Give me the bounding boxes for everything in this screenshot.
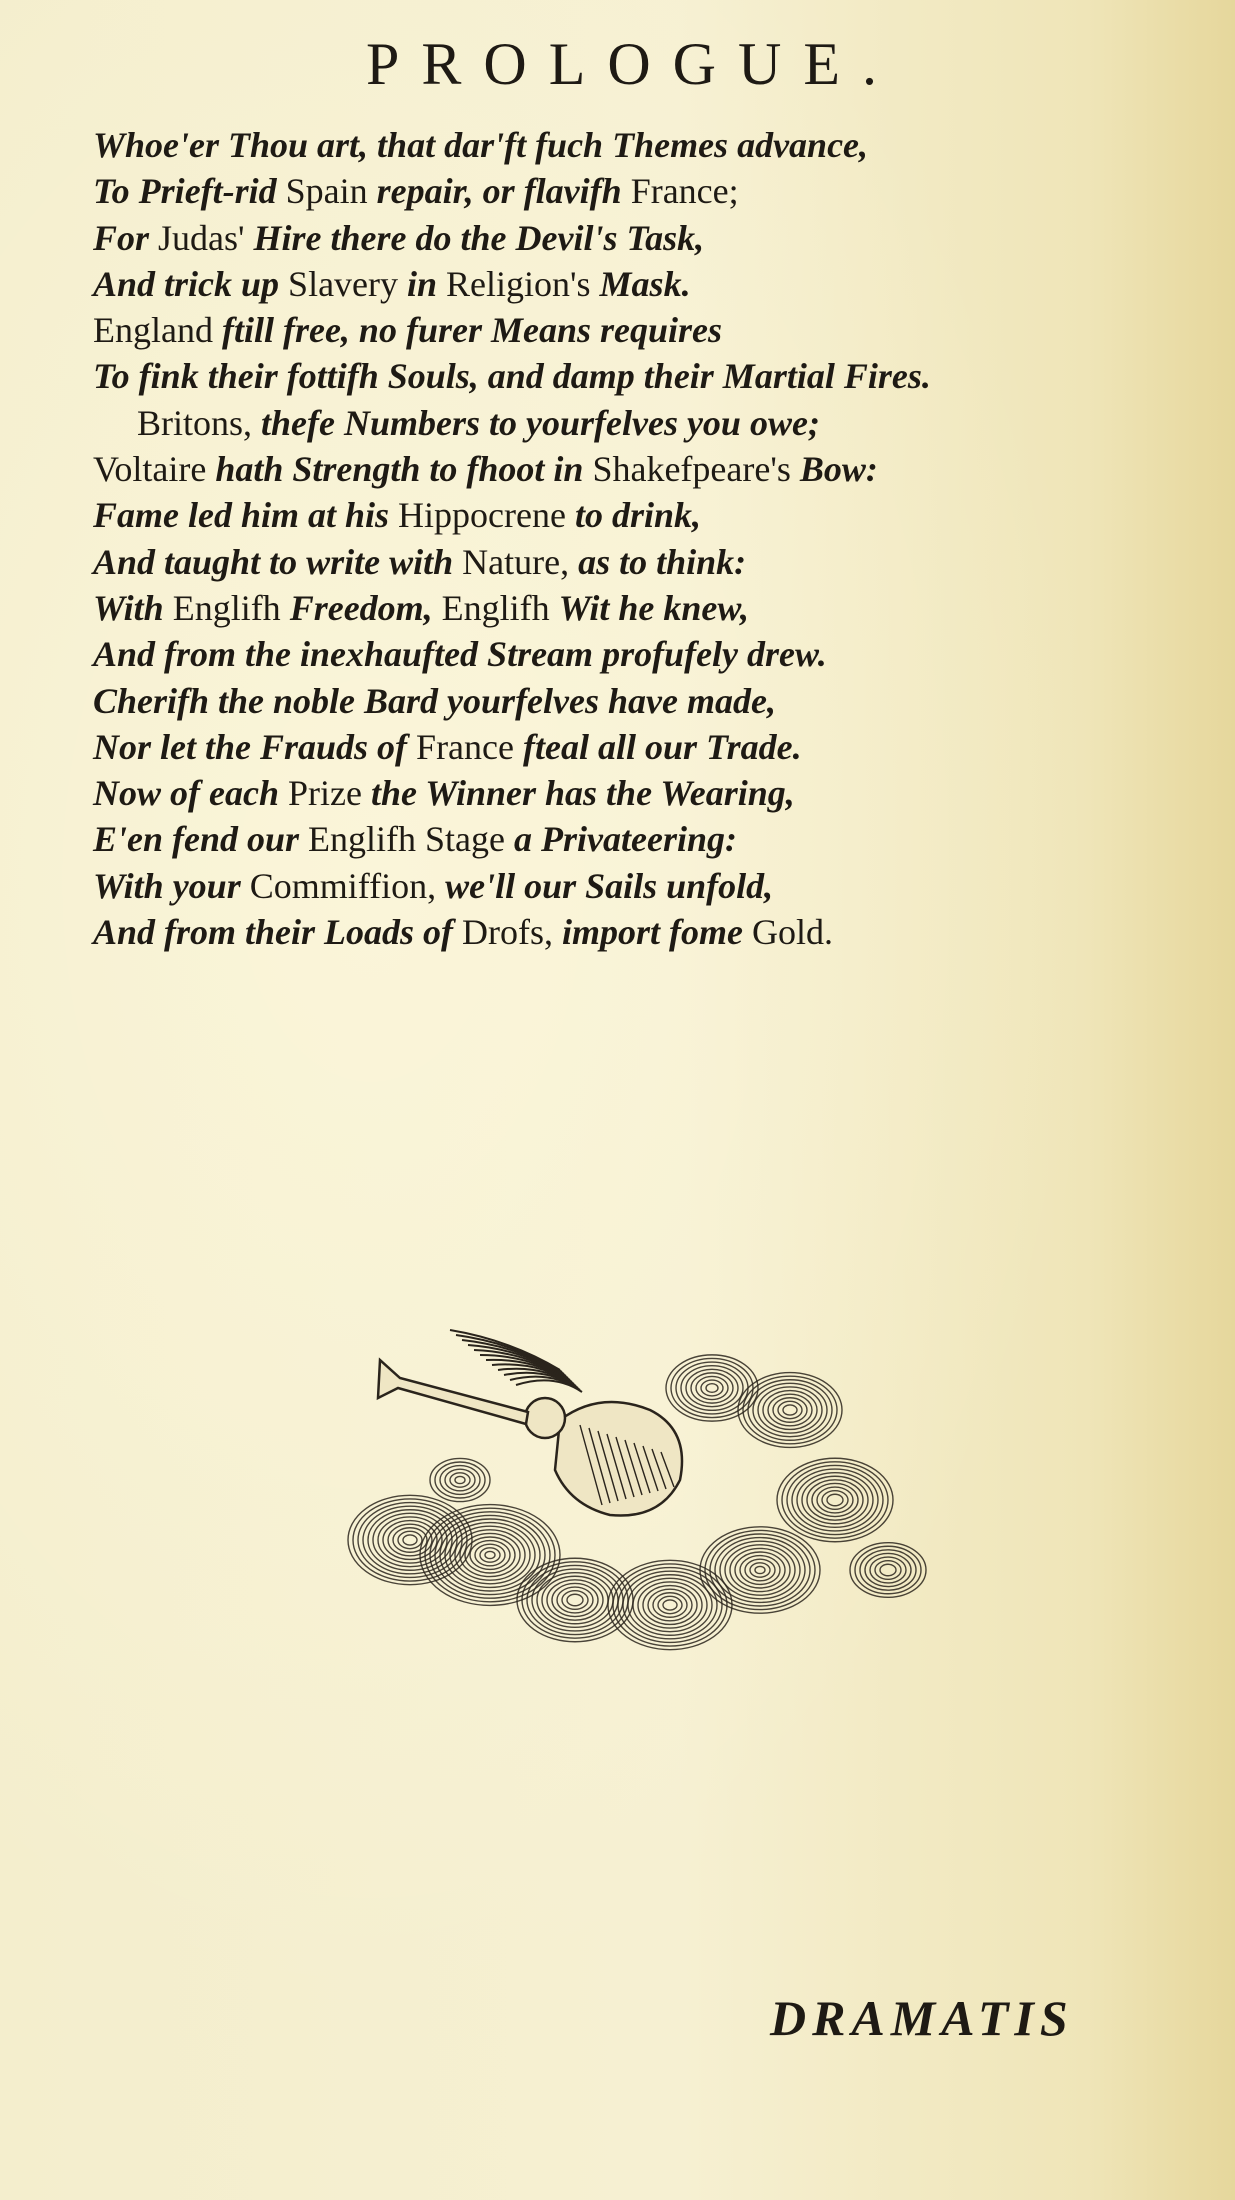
cloud-swirl	[827, 1494, 843, 1506]
cloud-swirl	[608, 1560, 732, 1649]
cloud-swirl	[735, 1552, 785, 1588]
cloud-swirl	[628, 1575, 712, 1635]
cloud-swirl	[797, 1473, 873, 1528]
cloud-swirl	[753, 1383, 827, 1436]
verse-segment: To fink their fottifh Souls, and damp their Martial Fires.	[93, 356, 931, 397]
cloud-swirl	[691, 1373, 733, 1403]
cloud-swirl	[485, 1551, 495, 1558]
verse-segment: England	[93, 310, 222, 351]
verse-segment: in	[407, 263, 447, 304]
verse-segment: Freedom,	[289, 587, 442, 628]
cloud-swirl	[822, 1491, 848, 1510]
verse-segment: And from their Loads of	[93, 912, 463, 953]
cloud-swirl	[750, 1563, 770, 1577]
verse-segment: Hippocrene	[398, 495, 575, 536]
verse-line	[93, 307, 1173, 353]
cloud-swirl	[455, 1476, 465, 1483]
verse-segment: Fame led him at his	[93, 495, 399, 536]
verse-segment: hath Strength to fhoot in	[215, 449, 593, 490]
verse-segment: ftill free, no furer Means requires	[221, 310, 722, 351]
cloud-swirl	[720, 1541, 800, 1599]
cloud-swirl	[671, 1358, 753, 1417]
cloud-swirl	[792, 1469, 878, 1531]
verse-segment: the Winner has the Wearing,	[370, 773, 795, 814]
verse-segment: E'en fend our	[93, 819, 309, 860]
cloud-swirl	[763, 1391, 817, 1430]
verse-line	[93, 122, 1173, 168]
verse-segment: For	[93, 217, 159, 258]
verse-segment: a Privateering:	[514, 819, 737, 860]
cloud-swirl	[517, 1558, 633, 1642]
prologue-verse	[93, 122, 1173, 955]
cloud-swirl	[705, 1530, 815, 1609]
verse-line	[93, 400, 1173, 446]
verse-segment: Slavery	[288, 263, 408, 304]
verse-segment: France;	[630, 171, 739, 212]
angel-head	[525, 1398, 565, 1438]
cloud-swirl	[643, 1586, 697, 1625]
cloud-swirl	[755, 1566, 765, 1573]
verse-segment: Nor let the Frauds of	[93, 726, 417, 767]
verse-segment: Whoe'er Thou art, that dar'ft fuch Themes advance,	[93, 125, 869, 165]
verse-segment: repair, or flavifh	[376, 171, 631, 212]
cloud-swirl	[730, 1548, 790, 1591]
cloud-swirl	[547, 1580, 603, 1620]
cloud-swirl	[783, 1405, 797, 1415]
verse-segment: to drink,	[574, 495, 702, 536]
cloud-swirl	[465, 1537, 515, 1573]
cloud-swirl	[663, 1600, 677, 1610]
cloud-swirl	[562, 1591, 588, 1610]
catchword: DRAMATIS	[770, 1990, 1074, 2046]
cloud-swirl	[348, 1495, 472, 1584]
cloud-swirl	[567, 1594, 583, 1606]
verse-segment: Nature,	[462, 541, 579, 582]
verse-segment: Religion's	[446, 263, 600, 304]
verse-line	[93, 909, 1173, 955]
verse-segment: Englifh	[441, 587, 559, 628]
verse-segment: as to think:	[578, 541, 747, 582]
cloud-swirl	[812, 1483, 858, 1516]
verse-line	[93, 816, 1173, 862]
cloud-swirl	[403, 1535, 417, 1545]
cloud-swirl	[537, 1573, 613, 1628]
verse-segment: Mask.	[599, 263, 691, 304]
verse-segment: Judas'	[158, 217, 254, 258]
verse-segment: Hire there do the Devil's Task,	[253, 217, 705, 258]
page-title: PROLOGUE.	[365, 31, 899, 97]
cloud-swirl	[430, 1458, 490, 1501]
verse-line	[93, 539, 1173, 585]
verse-line	[93, 631, 1173, 677]
cloud-swirl	[865, 1553, 911, 1586]
verse-line	[93, 492, 1173, 538]
verse-segment: With	[93, 587, 173, 628]
cloud-swirl	[532, 1569, 618, 1631]
cloud-swirl	[700, 1527, 820, 1613]
verse-segment: Bow:	[799, 449, 878, 490]
cloud-swirl	[480, 1548, 500, 1562]
cloud-swirl	[768, 1394, 812, 1426]
cloud-swirl	[633, 1578, 707, 1631]
verse-line	[93, 168, 1173, 214]
cloud-swirl	[552, 1583, 598, 1616]
cloud-swirl	[658, 1596, 682, 1613]
verse-segment: Britons,	[137, 402, 262, 443]
cloud-swirl	[880, 1564, 896, 1576]
cloud-swirl	[398, 1531, 422, 1548]
verse-line	[93, 585, 1173, 631]
cloud-swirl	[686, 1369, 738, 1406]
verse-line	[93, 863, 1173, 909]
cloud-swirl	[875, 1561, 901, 1580]
verse-line	[93, 770, 1173, 816]
angel-trumpet-vignette-icon	[340, 1300, 960, 1660]
verse-segment: we'll our Sails unfold,	[445, 865, 774, 906]
verse-segment: With your	[93, 865, 250, 906]
cloud-swirl	[715, 1538, 805, 1603]
cloud-swirl	[470, 1541, 510, 1570]
cloud-swirl	[440, 1466, 480, 1495]
verse-line	[93, 724, 1173, 770]
verse-line	[93, 678, 1173, 724]
cloud-swirl	[613, 1564, 727, 1646]
cloud-swirl	[666, 1355, 758, 1421]
verse-line	[93, 261, 1173, 307]
cloud-swirl	[860, 1550, 916, 1590]
cloud-swirl	[778, 1401, 802, 1418]
verse-segment: Shakefpeare's	[592, 449, 800, 490]
verse-segment: import fome	[562, 912, 753, 953]
verse-segment: Wit he knew,	[558, 587, 750, 628]
verse-segment: fteal all our Trade.	[523, 726, 802, 767]
cloud-swirl	[807, 1480, 863, 1520]
cloud-swirl	[701, 1380, 723, 1396]
cloud-swirl	[648, 1589, 692, 1621]
verse-segment: Drofs,	[462, 912, 563, 953]
cloud-swirl	[748, 1380, 832, 1440]
verse-segment: Commiffion,	[249, 865, 446, 906]
cloud-swirl	[450, 1526, 530, 1584]
verse-segment: Prize	[287, 773, 371, 814]
verse-segment: thefe Numbers to yourfelves you owe;	[261, 402, 820, 443]
verse-line	[93, 215, 1173, 261]
verse-segment: And taught to write with	[93, 541, 463, 582]
verse-segment: Englifh	[172, 587, 290, 628]
verse-line	[93, 446, 1173, 492]
verse-segment: Voltaire	[93, 449, 216, 490]
verse-segment: Spain	[285, 171, 377, 212]
cloud-swirl	[740, 1556, 780, 1585]
verse-line	[93, 353, 1173, 399]
verse-segment: Cherifh the noble Bard yourfelves have made,	[93, 680, 776, 721]
verse-segment: Englifh Stage	[308, 819, 515, 860]
cloud-swirl	[435, 1462, 485, 1498]
verse-segment: France	[416, 726, 523, 767]
cloud-swirl	[706, 1384, 718, 1393]
cloud-swirl	[450, 1473, 470, 1487]
verse-segment: And trick up	[93, 263, 289, 304]
verse-segment: Now of each	[93, 773, 288, 814]
cloud-swirl	[850, 1543, 926, 1598]
cloud-swirl	[777, 1458, 893, 1542]
verse-segment: Gold.	[752, 912, 834, 953]
verse-segment: And from the inexhaufted Stream profufely drew.	[93, 634, 827, 675]
verse-segment: To Prieft-rid	[93, 171, 286, 212]
